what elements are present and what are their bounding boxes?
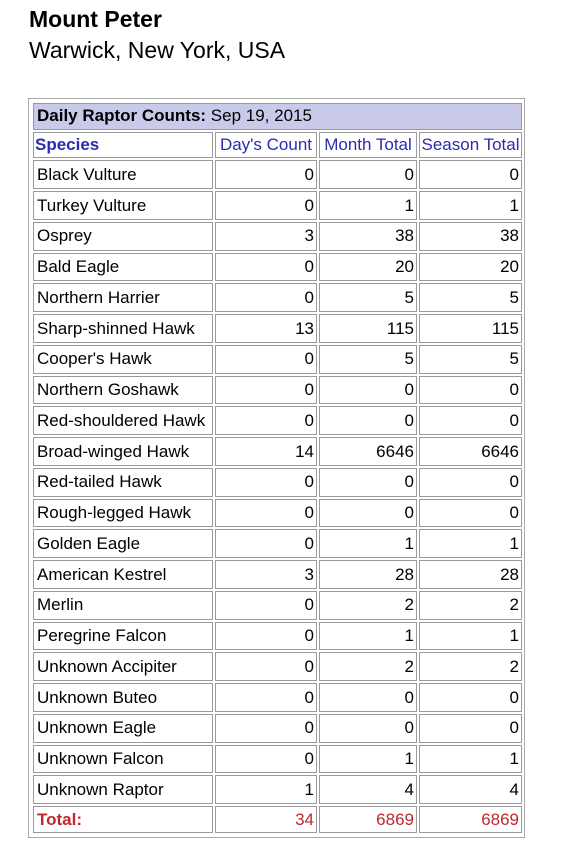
table-row — [33, 437, 522, 466]
site-name: Mount Peter — [29, 6, 162, 32]
table-row — [33, 283, 522, 312]
month-total: 38 — [319, 222, 417, 251]
season-total: 2 — [419, 652, 522, 681]
species-name: Osprey — [33, 222, 213, 251]
day-count: 0 — [215, 652, 317, 681]
month-total: 0 — [319, 468, 417, 497]
species-name: Red-shouldered Hawk — [33, 406, 213, 435]
month-total: 115 — [319, 314, 417, 343]
month-total: 1 — [319, 745, 417, 774]
season-total: 28 — [419, 560, 522, 589]
column-header-season-total: Season Total — [419, 132, 522, 159]
total-label: Total: — [33, 806, 213, 833]
month-total: 0 — [319, 683, 417, 712]
species-name: Bald Eagle — [33, 253, 213, 282]
table-row — [33, 652, 522, 681]
table-title-date: Sep 19, 2015 — [210, 106, 312, 126]
table-row — [33, 222, 522, 251]
species-name: Sharp-shinned Hawk — [33, 314, 213, 343]
species-name: Merlin — [33, 591, 213, 620]
month-total: 2 — [319, 591, 417, 620]
total-month-total: 6869 — [319, 806, 417, 833]
species-name: Unknown Accipiter — [33, 652, 213, 681]
day-count: 0 — [215, 622, 317, 651]
season-total: 0 — [419, 468, 522, 497]
total-row — [33, 806, 522, 833]
season-total: 115 — [419, 314, 522, 343]
month-total: 4 — [319, 775, 417, 804]
day-count: 0 — [215, 283, 317, 312]
table-body — [33, 160, 522, 804]
site-header — [29, 4, 285, 66]
day-count: 0 — [215, 529, 317, 558]
species-name: Unknown Raptor — [33, 775, 213, 804]
month-total: 2 — [319, 652, 417, 681]
table-row — [33, 406, 522, 435]
species-name: Rough-legged Hawk — [33, 499, 213, 528]
table-row — [33, 468, 522, 497]
site-location: Warwick, New York, USA — [29, 37, 286, 63]
season-total: 20 — [419, 253, 522, 282]
day-count: 0 — [215, 191, 317, 220]
season-total: 38 — [419, 222, 522, 251]
raptor-counts-table-container — [28, 98, 525, 838]
month-total: 1 — [319, 622, 417, 651]
column-header-month-total: Month Total — [319, 132, 417, 159]
season-total: 0 — [419, 376, 522, 405]
day-count: 0 — [215, 406, 317, 435]
column-header-day-count: Day's Count — [215, 132, 317, 159]
species-name: Cooper's Hawk — [33, 345, 213, 374]
month-total: 5 — [319, 345, 417, 374]
table-row — [33, 622, 522, 651]
table-title — [33, 103, 522, 130]
season-total: 0 — [419, 406, 522, 435]
season-total: 4 — [419, 775, 522, 804]
total-season-total: 6869 — [419, 806, 522, 833]
season-total: 0 — [419, 160, 522, 189]
table-row — [33, 560, 522, 589]
day-count: 3 — [215, 560, 317, 589]
species-name: Peregrine Falcon — [33, 622, 213, 651]
season-total: 0 — [419, 499, 522, 528]
table-row — [33, 775, 522, 804]
table-row — [33, 529, 522, 558]
species-name: Unknown Falcon — [33, 745, 213, 774]
table-row — [33, 683, 522, 712]
month-total: 1 — [319, 191, 417, 220]
day-count: 0 — [215, 345, 317, 374]
season-total: 1 — [419, 622, 522, 651]
day-count: 0 — [215, 160, 317, 189]
table-row — [33, 191, 522, 220]
day-count: 0 — [215, 376, 317, 405]
season-total: 2 — [419, 591, 522, 620]
table-header-row — [33, 132, 522, 159]
month-total: 1 — [319, 529, 417, 558]
species-name: Northern Goshawk — [33, 376, 213, 405]
day-count: 0 — [215, 745, 317, 774]
month-total: 28 — [319, 560, 417, 589]
month-total: 0 — [319, 160, 417, 189]
season-total: 0 — [419, 683, 522, 712]
day-count: 14 — [215, 437, 317, 466]
day-count: 0 — [215, 591, 317, 620]
month-total: 0 — [319, 376, 417, 405]
day-count: 3 — [215, 222, 317, 251]
species-name: Turkey Vulture — [33, 191, 213, 220]
table-row — [33, 714, 522, 743]
day-count: 13 — [215, 314, 317, 343]
species-name: Red-tailed Hawk — [33, 468, 213, 497]
day-count: 0 — [215, 468, 317, 497]
species-name: Black Vulture — [33, 160, 213, 189]
season-total: 5 — [419, 345, 522, 374]
species-name: Broad-winged Hawk — [33, 437, 213, 466]
season-total: 6646 — [419, 437, 522, 466]
table-row — [33, 499, 522, 528]
table-title-label: Daily Raptor Counts: — [37, 106, 207, 126]
day-count: 0 — [215, 253, 317, 282]
table-row — [33, 314, 522, 343]
column-header-species: Species — [33, 132, 213, 159]
species-name: Unknown Buteo — [33, 683, 213, 712]
month-total: 0 — [319, 406, 417, 435]
species-name: Unknown Eagle — [33, 714, 213, 743]
month-total: 5 — [319, 283, 417, 312]
table-row — [33, 591, 522, 620]
month-total: 0 — [319, 499, 417, 528]
month-total: 6646 — [319, 437, 417, 466]
season-total: 0 — [419, 714, 522, 743]
table-row — [33, 745, 522, 774]
species-name: Golden Eagle — [33, 529, 213, 558]
table-title-row — [33, 103, 522, 130]
season-total: 1 — [419, 745, 522, 774]
season-total: 1 — [419, 529, 522, 558]
day-count: 1 — [215, 775, 317, 804]
month-total: 20 — [319, 253, 417, 282]
season-total: 5 — [419, 283, 522, 312]
day-count: 0 — [215, 683, 317, 712]
month-total: 0 — [319, 714, 417, 743]
day-count: 0 — [215, 499, 317, 528]
day-count: 0 — [215, 714, 317, 743]
season-total: 1 — [419, 191, 522, 220]
species-name: American Kestrel — [33, 560, 213, 589]
species-name: Northern Harrier — [33, 283, 213, 312]
table-row — [33, 160, 522, 189]
table-row — [33, 345, 522, 374]
table-row — [33, 376, 522, 405]
table-row — [33, 253, 522, 282]
raptor-counts-table — [31, 101, 524, 835]
total-day-count: 34 — [215, 806, 317, 833]
